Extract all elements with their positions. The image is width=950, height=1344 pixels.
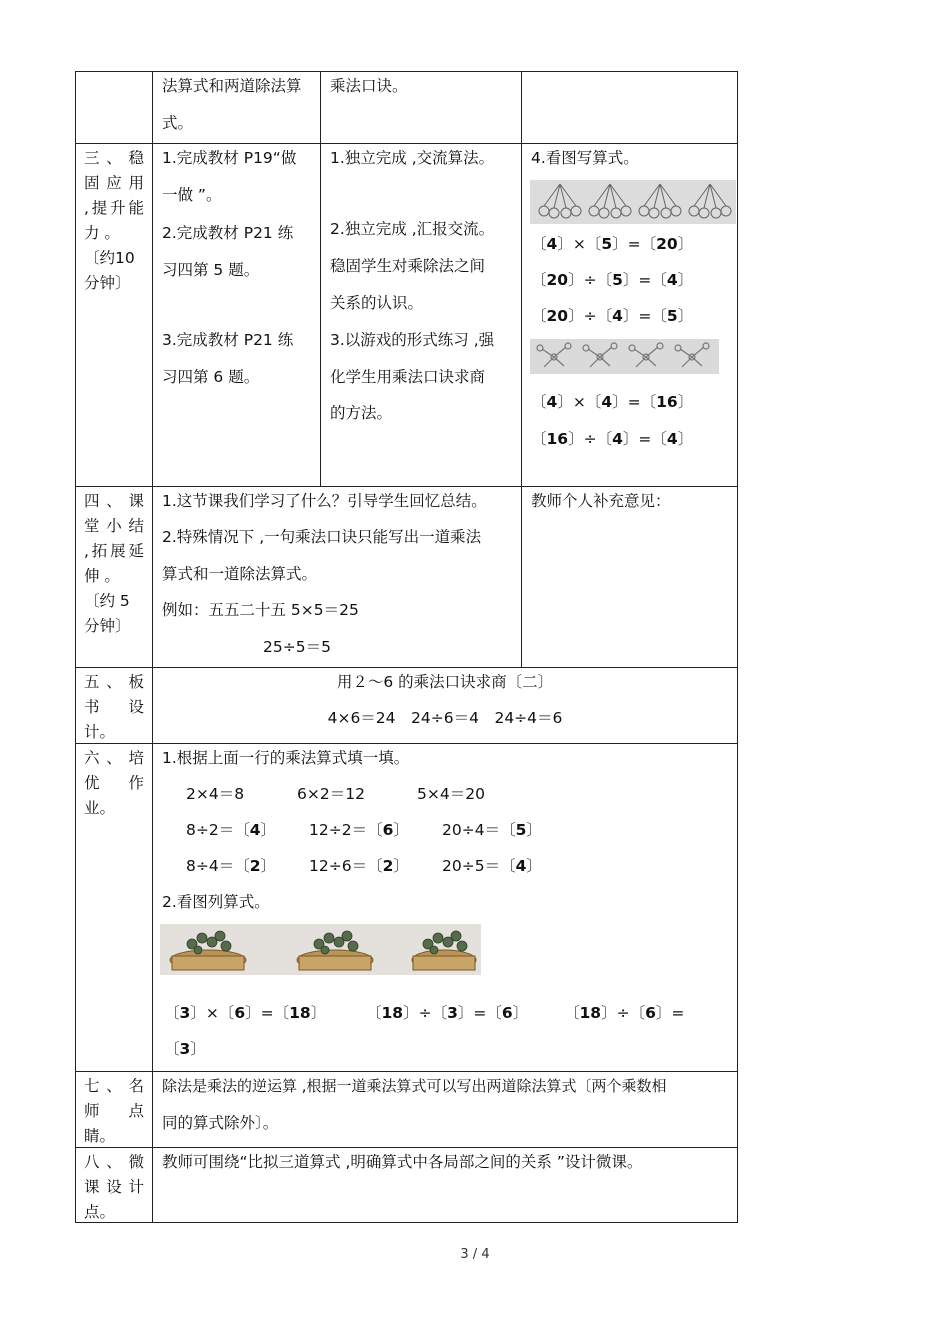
border-top	[75, 71, 738, 72]
hw-div-a2: 12÷2＝〔6〕	[309, 821, 409, 839]
border-row3	[75, 667, 738, 668]
border-bottom	[75, 1222, 738, 1223]
row4-teacher-note: 教师个人补充意见：	[531, 492, 671, 510]
row8-label-3: 点。	[84, 1203, 116, 1221]
row3-col3-line2: 2.独立完成 ,汇报交流。	[330, 220, 495, 238]
row0-col2-line1: 法算式和两道除法算	[162, 77, 302, 95]
row5-label-3: 计。	[84, 723, 116, 741]
row7-text-1: 除法是乘法的逆运算 ,根据一道乘法算式可以写出两道除法算式〔两个乘数相	[162, 1077, 667, 1095]
hw-div-b1: 8÷4＝〔2〕	[186, 857, 277, 875]
row4-line4: 例如：五五二十五 5×5＝25	[162, 601, 359, 619]
row4-label-1: 四、课	[84, 492, 144, 510]
row4-line2: 2.特殊情况下 ,一句乘法口诀只能写出一道乘法	[162, 528, 482, 546]
row8-label-2: 课设计	[84, 1178, 144, 1196]
row0-col3-line1: 乘法口诀。	[330, 77, 408, 95]
row3-col3-line7: 的方法。	[330, 404, 393, 422]
row5-label-2: 书 设	[84, 698, 144, 716]
border-col2	[320, 71, 321, 487]
row3-eq3: 〔20〕÷〔4〕=〔5〕	[531, 307, 694, 325]
row8-label-1: 八、微	[84, 1153, 144, 1171]
windmills-picture	[530, 339, 719, 374]
row4-line1: 1.这节课我们学习了什么？引导学生回忆总结。	[162, 492, 487, 510]
row3-eq4: 〔4〕×〔4〕=〔16〕	[531, 393, 694, 411]
hw-mult-2: 6×2＝12	[297, 785, 365, 803]
hw-mult-1: 2×4＝8	[186, 785, 245, 803]
row3-col2-line3: 2.完成教材 P21 练	[162, 224, 294, 242]
row3-col2-line2: 一做 ”。	[162, 186, 222, 204]
row7-label-1: 七、名	[84, 1077, 144, 1095]
hw-ans-1: 〔3〕×〔6〕=〔18〕	[164, 1004, 327, 1022]
row3-col2-line4: 习四第 5 题。	[162, 261, 260, 279]
row3-eq1: 〔4〕×〔5〕=〔20〕	[531, 235, 694, 253]
row3-col3-line6: 化学生用乘法口诀求商	[330, 368, 486, 386]
row3-col2-line6: 习四第 6 题。	[162, 368, 260, 386]
hw-div-a1: 8÷2＝〔4〕	[186, 821, 277, 839]
row4-label-2: 堂小结	[84, 517, 144, 535]
row3-label-5: 〔约10	[84, 249, 135, 267]
row3-eq5: 〔16〕÷〔4〕=〔4〕	[531, 430, 694, 448]
row4-label-3: ,拓展延	[84, 542, 144, 560]
border-left	[75, 71, 76, 1223]
hw-q2: 2.看图列算式。	[162, 893, 270, 911]
row3-col3-line4: 关系的认识。	[330, 294, 424, 312]
row0-col2-line2: 式。	[162, 114, 194, 132]
border-row5	[75, 1071, 738, 1072]
page-number: 3 / 4	[460, 1247, 490, 1262]
row3-col3-line5: 3.以游戏的形式练习 ,强	[330, 331, 495, 349]
board-title: 用２～6 的乘法口诀求商〔二〕	[336, 673, 554, 691]
board-formula: 4×6＝24 24÷6＝4 24÷4＝6	[327, 709, 563, 727]
row4-label-6: 分钟〕	[84, 617, 131, 635]
row3-eq2: 〔20〕÷〔5〕=〔4〕	[531, 271, 694, 289]
hw-ans-2: 〔18〕÷〔3〕=〔6〕	[366, 1004, 529, 1022]
row6-label-3: 业。	[84, 799, 116, 817]
hw-div-b2: 12÷6＝〔2〕	[309, 857, 409, 875]
hw-q1: 1.根据上面一行的乘法算式填一填。	[162, 749, 410, 767]
row6-label-1: 六、培	[84, 749, 144, 767]
row3-label-3: ,提升能	[84, 199, 144, 217]
hw-ans-3-tail: 〔3〕	[164, 1040, 206, 1058]
flower-baskets-picture	[160, 924, 481, 975]
row5-label-1: 五、板	[84, 673, 144, 691]
border-row1	[75, 143, 738, 144]
border-row4	[75, 743, 738, 744]
hw-div-b3: 20÷5＝〔4〕	[442, 857, 542, 875]
border-row6	[75, 1147, 738, 1148]
row4-label-4: 伸 。	[84, 567, 120, 585]
row3-col3-line1: 1.独立完成 ,交流算法。	[330, 149, 495, 167]
row3-col3-line3: 稳固学生对乘除法之间	[330, 257, 486, 275]
row7-label-3: 睛。	[84, 1127, 116, 1145]
row3-label-1: 三、稳	[84, 149, 144, 167]
hw-div-a3: 20÷4＝〔5〕	[442, 821, 542, 839]
row4-line3: 算式和一道除法算式。	[162, 565, 318, 583]
row3-label-2: 固应用	[84, 174, 144, 192]
hw-mult-3: 5×4＝20	[417, 785, 485, 803]
row4-line5: 25÷5＝5	[263, 638, 331, 656]
row8-text: 教师可围绕“比拟三道算式 ,明确算式中各局部之间的关系 ”设计微课。	[162, 1153, 643, 1171]
cherries-picture	[530, 180, 736, 224]
border-row2	[75, 486, 738, 487]
row3-col2-line1: 1.完成教材 P19“做	[162, 149, 297, 167]
row3-col2-line5: 3.完成教材 P21 练	[162, 331, 294, 349]
row7-text-2: 同的算式除外〕。	[162, 1114, 279, 1132]
row7-label-2: 师 点	[84, 1102, 144, 1120]
row3-label-4: 力 。	[84, 224, 120, 242]
border-col3	[521, 71, 522, 668]
border-col1	[152, 71, 153, 1223]
border-right	[737, 71, 738, 1223]
row3-label-6: 分钟〕	[84, 274, 131, 292]
row4-label-5: 〔约 5	[84, 592, 130, 610]
row3-col4-title: 4.看图写算式。	[531, 149, 639, 167]
hw-ans-3: 〔18〕÷〔6〕=	[564, 1004, 685, 1022]
row6-label-2: 优 作	[84, 774, 144, 792]
